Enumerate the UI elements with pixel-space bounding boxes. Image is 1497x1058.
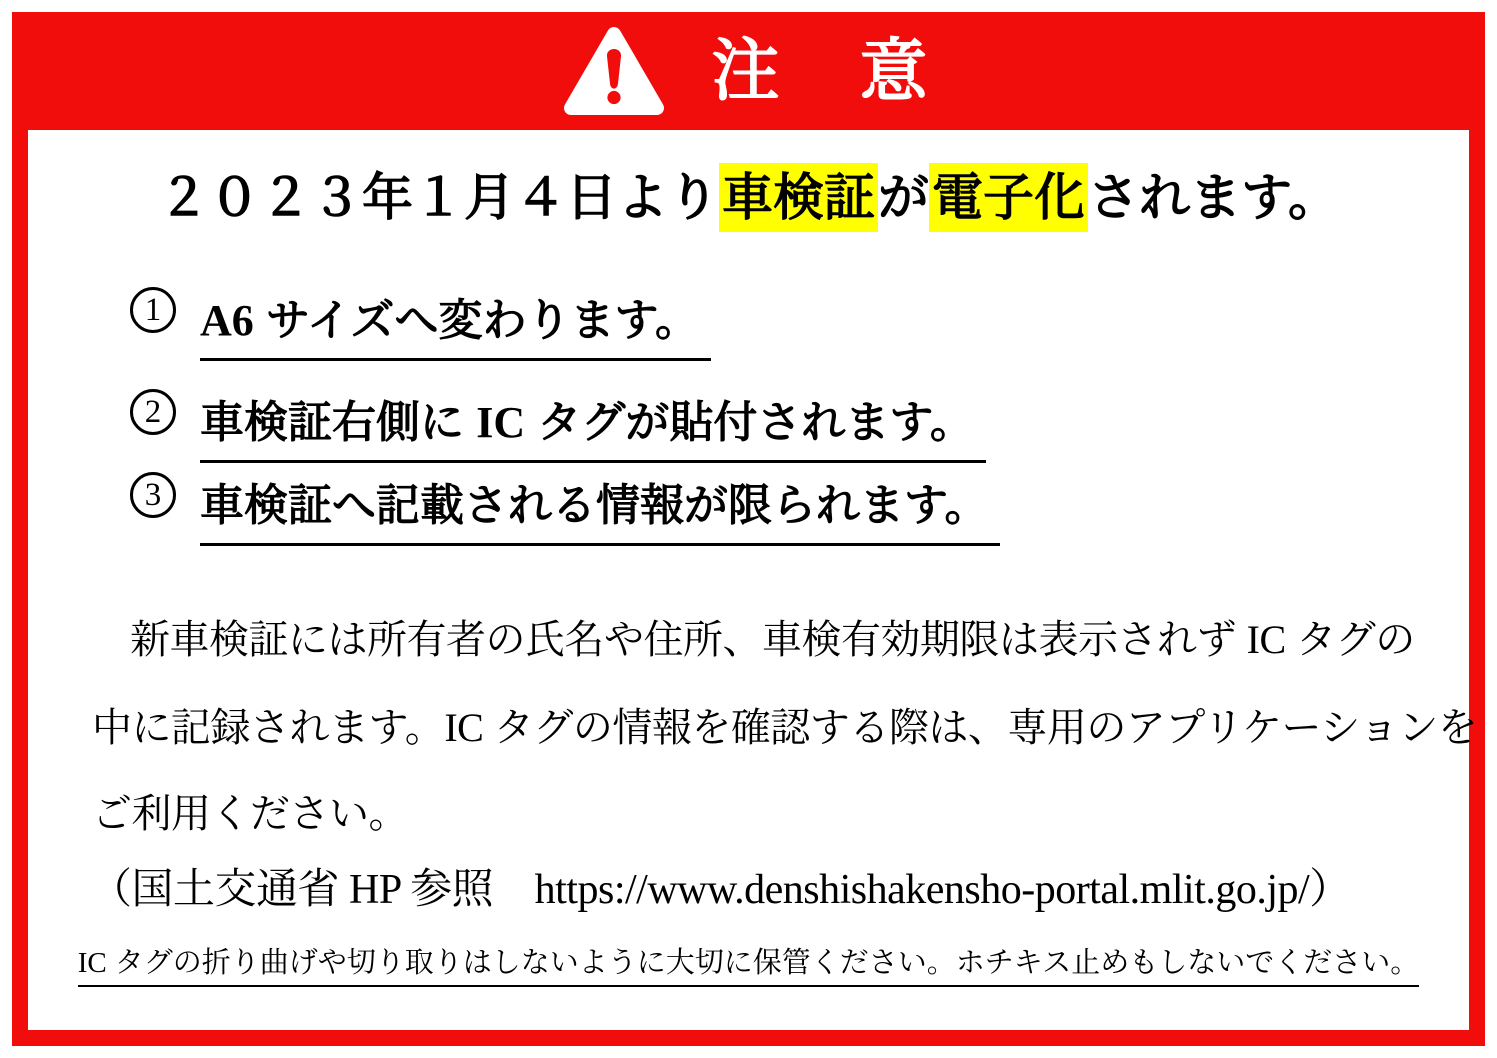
latin-text: A6 bbox=[200, 296, 254, 345]
circled-number-3: 3 bbox=[130, 472, 176, 518]
highlighted-term: 電子化 bbox=[929, 163, 1088, 232]
exclamation-dot bbox=[608, 91, 621, 104]
red-frame bbox=[12, 12, 1485, 1046]
circled-number-1: 1 bbox=[130, 287, 176, 333]
latin-text: IC bbox=[77, 947, 107, 979]
caution-header bbox=[12, 12, 1485, 130]
notice-item-1 bbox=[130, 284, 711, 361]
notice-item-2-text: 車検証右側に IC タグが貼付されます。 bbox=[200, 386, 986, 463]
mlit-hp-reference: （国土交通省 HP 参照 https://www.denshishakensho-portal.mlit.go.jp/） bbox=[90, 867, 1351, 913]
highlighted-term: 車検証 bbox=[719, 163, 878, 232]
notice-item-2 bbox=[130, 386, 986, 463]
footer-warning-note bbox=[28, 940, 1469, 981]
body-paragraph-line-1: 新車検証には所有者の氏名や住所、車検有効期限は表示されず IC タグの bbox=[130, 617, 1415, 662]
body-paragraph-line-2: 中に記録されます。IC タグの情報を確認する際は、専用のアプリケーションを bbox=[92, 705, 1478, 750]
latin-text: IC bbox=[476, 398, 526, 447]
notice-item-3 bbox=[130, 469, 1000, 546]
notice-body bbox=[28, 130, 1478, 1030]
headline-text: が bbox=[878, 169, 930, 226]
circled-number-2: 2 bbox=[130, 389, 176, 435]
headline-text: ２０２３年１月４日より bbox=[158, 169, 720, 226]
notice-item-3-text: 車検証へ記載される情報が限られます。 bbox=[200, 469, 1000, 546]
notice-item-1-text: A6 サイズへ変わります。 bbox=[200, 284, 711, 361]
warning-triangle-icon bbox=[563, 25, 665, 117]
latin-text: IC bbox=[444, 705, 484, 750]
latin-text: IC bbox=[1246, 617, 1286, 662]
caution-title: 注 意 bbox=[711, 33, 934, 109]
footer-warning-text: IC タグの折り曲げや切り取りはしないように大切に保管ください。ホチキス止めもしないでください。 bbox=[78, 947, 1419, 987]
headline-text: されます。 bbox=[1088, 169, 1339, 226]
body-paragraph-line-3: ご利用ください。 bbox=[92, 792, 408, 836]
headline bbox=[28, 156, 1469, 230]
